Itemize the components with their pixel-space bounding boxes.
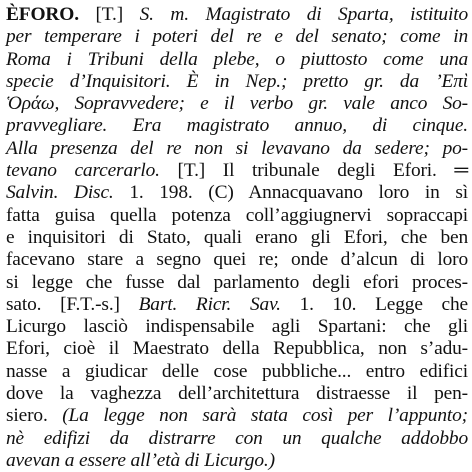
- entry-text: Efori, cioè il Maestrato della Repubblica, non s’adu-: [6, 338, 468, 360]
- entry-line: [6, 249, 468, 271]
- entry-text: sato. [F.T.-s.]: [6, 293, 139, 315]
- entry-line: [6, 160, 468, 182]
- entry-line: [6, 405, 468, 427]
- entry-line: [6, 361, 468, 383]
- entry-line: [6, 182, 468, 204]
- entry-line: [6, 205, 468, 227]
- entry-line: [6, 49, 468, 71]
- entry-text: tevano carcerarlo.: [6, 160, 160, 182]
- entry-text: [T.]: [78, 4, 140, 25]
- entry-line: [6, 227, 468, 249]
- entry-text: 1. 10. Legge che: [280, 293, 469, 315]
- entry-text: si legge che fusse dal parlamento degli efori proces-: [6, 271, 468, 293]
- entry-text: facevano stare a segno quei re; onde d’alcun di loro: [6, 249, 468, 271]
- entry-line: [6, 428, 468, 450]
- entry-text: nè edifizi da distrarre con un qualche addobbo: [6, 427, 468, 449]
- entry-text: e inquisitori di Stato, quali erano gli Efori, che ben: [6, 226, 468, 248]
- entry-text: [T.] Il tribunale degli Efori. ═: [159, 160, 468, 182]
- entry-text: avevan a essere all’età di Licurgo.): [6, 449, 275, 471]
- entry-text: Alla presenza del re non si levavano da sedere; po-: [6, 137, 468, 159]
- entry-line: [6, 93, 468, 115]
- entry-line: [6, 4, 468, 26]
- entry-line: [6, 294, 468, 316]
- entry-text: Roma i Tribuni della plebe, o piuttosto come una: [6, 48, 468, 70]
- entry-line: [6, 383, 468, 405]
- entry-text: 1. 198. (C) Annacquavano loro in sì: [113, 182, 468, 204]
- entry-text: S. m. Magistrato di Sparta, istituito: [139, 4, 468, 25]
- entry-text: specie d’Inquisitori. È in Nep.; pretto gr. da ’Επὶ: [6, 70, 468, 92]
- entry-line: [6, 450, 468, 472]
- entry-line: [6, 138, 468, 160]
- entry-text: fatta guisa quella potenza coll’aggiugnervi sopraccapi: [6, 204, 468, 226]
- entry-line: [6, 115, 468, 137]
- entry-text: Salvin. Disc.: [6, 182, 114, 204]
- entry-text: (La legge non sarà stata così per l’appunto;: [62, 405, 468, 427]
- entry-text: siero.: [6, 405, 63, 427]
- entry-text: Licurgo lasciò indispensabile agli Spartani: che gli: [6, 316, 468, 338]
- entry-line: [6, 272, 468, 294]
- dictionary-entry: [6, 4, 468, 472]
- headword: ÈFORO.: [6, 4, 79, 25]
- entry-text: Ὁράω, Sopravvedere; e il verbo gr. vale anco So-: [6, 93, 468, 115]
- entry-text: dove la vaghezza dell’architettura distraesse il pen-: [6, 383, 468, 405]
- entry-line: [6, 338, 468, 360]
- entry-text: nasse a giudicar delle cose pubbliche... entro edifici: [6, 360, 468, 382]
- entry-line: [6, 26, 468, 48]
- entry-line: [6, 71, 468, 93]
- entry-text: per temperare i poteri del re e del senato; come in: [6, 26, 468, 48]
- entry-text: Bart. Ricr. Sav.: [138, 293, 281, 315]
- entry-text: pravvegliare. Era magistrato annuo, di cinque.: [6, 115, 468, 137]
- entry-line: [6, 316, 468, 338]
